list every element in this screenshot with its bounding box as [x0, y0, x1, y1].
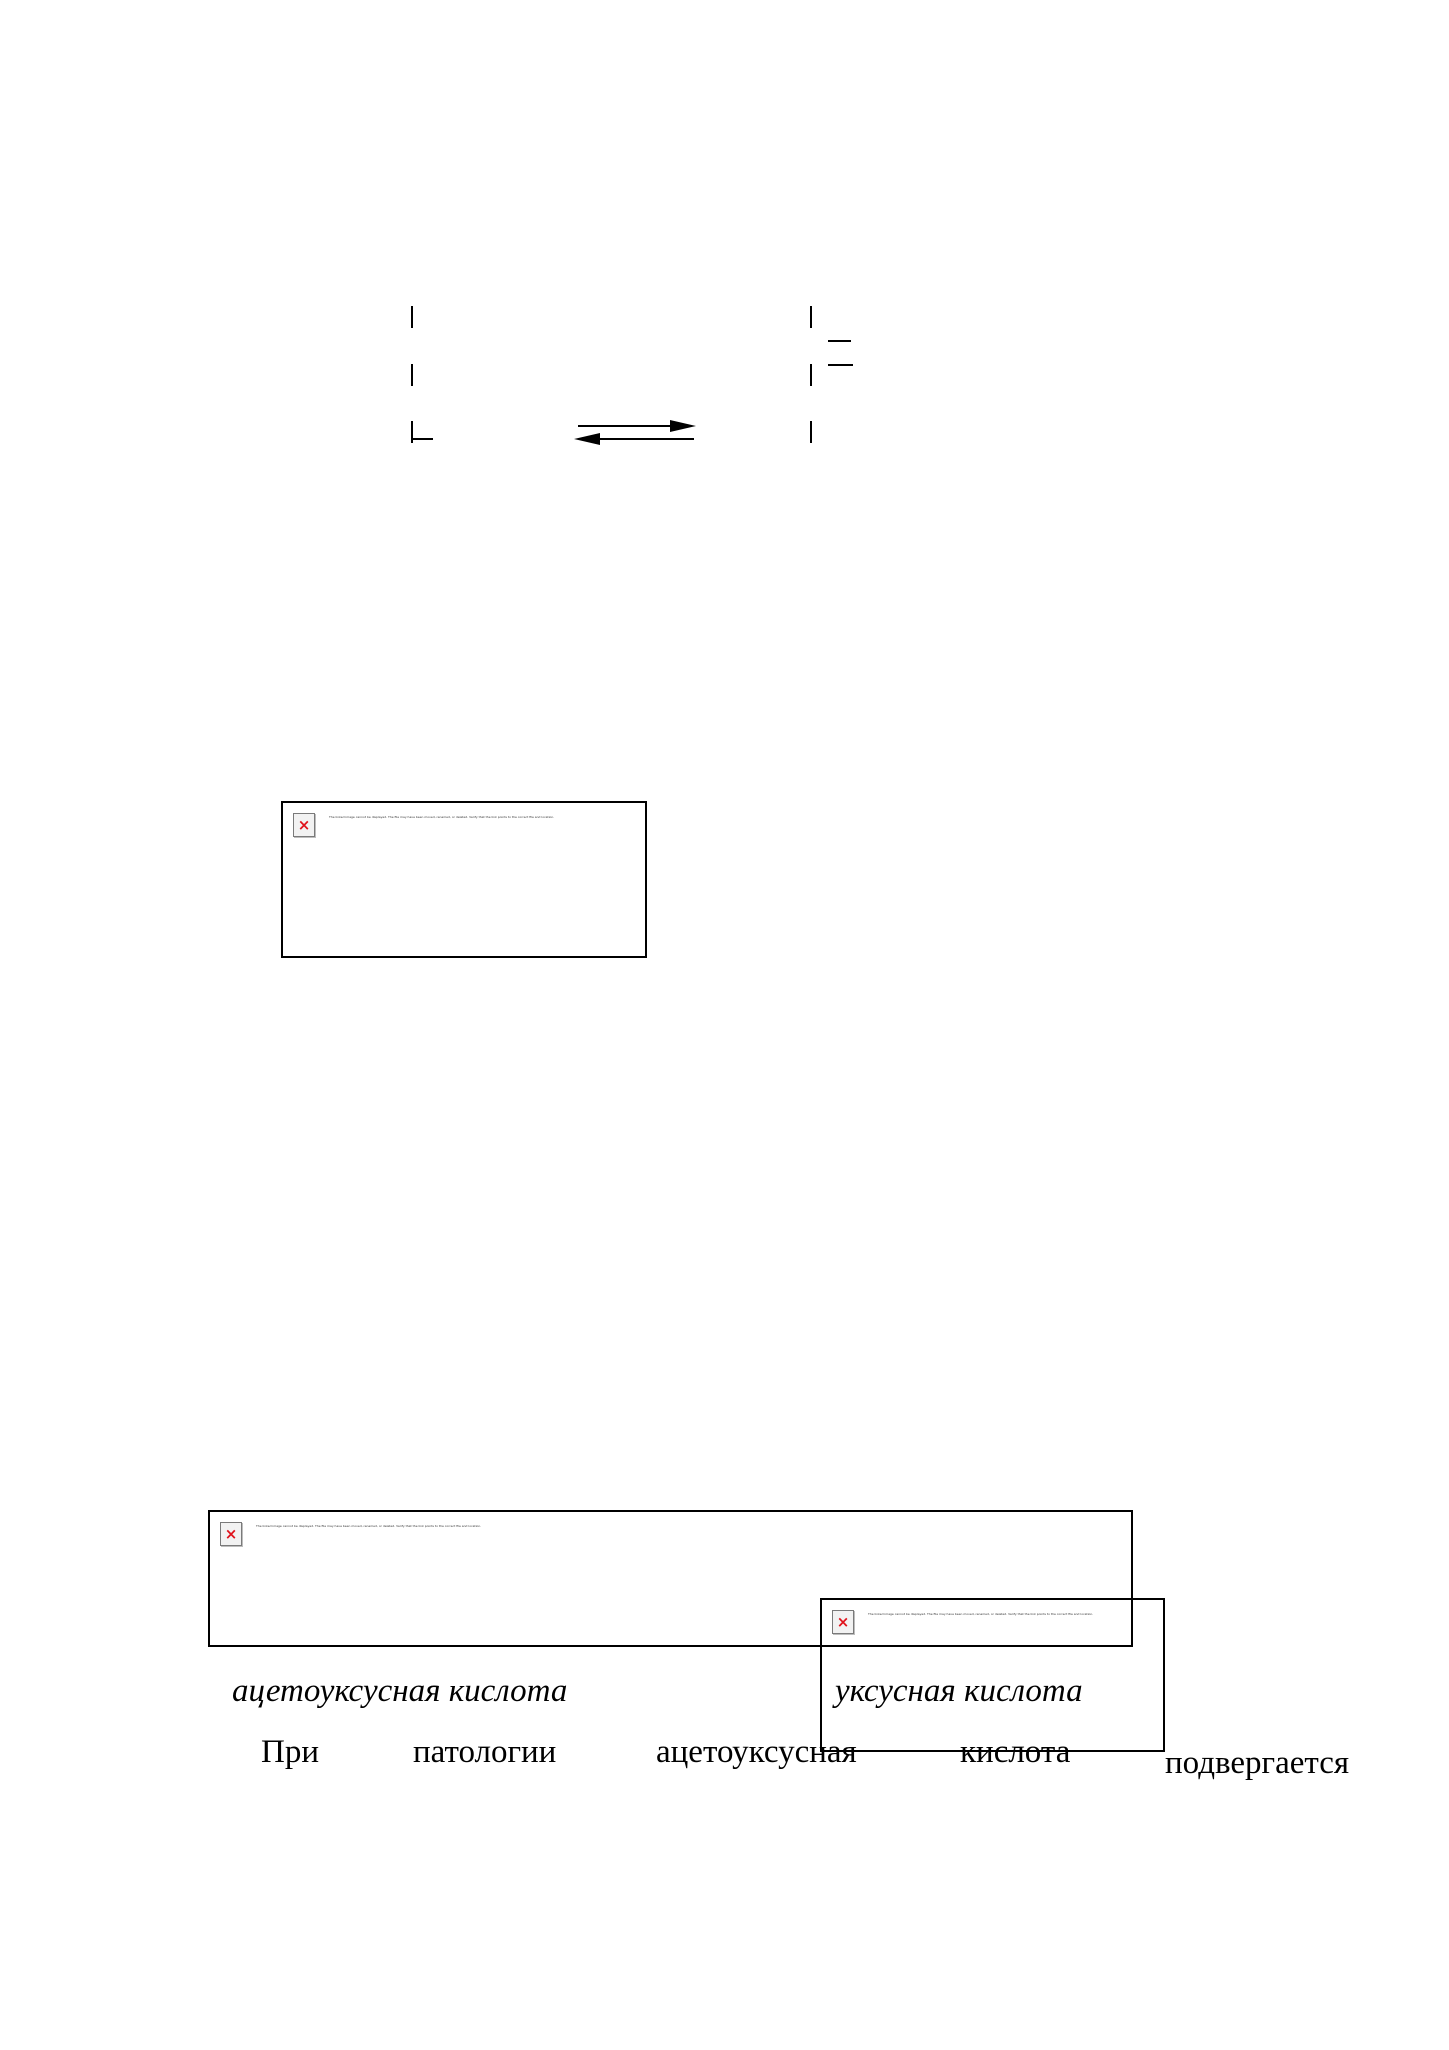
paragraph-word: ацетоуксусная	[656, 1734, 857, 1770]
broken-image-message: The linked image cannot be displayed. The file may have been moved, renamed, or deleted. Verify that the link points to the correct file and location.	[329, 815, 555, 819]
paragraph-word: подвергается	[1165, 1745, 1350, 1781]
broken-image-icon: ×	[832, 1610, 854, 1634]
bond-line-left-2	[411, 364, 413, 386]
broken-image-1	[281, 801, 647, 958]
paragraph-word: кислота	[960, 1734, 1071, 1770]
label-acetic-acid: уксусная кислота	[835, 1673, 1083, 1709]
double-bond-line-2	[828, 364, 853, 366]
bond-line-left-1	[411, 306, 413, 328]
equilibrium-arrows-icon	[570, 414, 700, 448]
label-acetoacetic-acid: ацетоуксусная кислота	[232, 1673, 568, 1709]
paragraph-word: При	[261, 1734, 319, 1770]
paragraph-word: патологии	[413, 1734, 557, 1770]
broken-image-icon: ×	[293, 813, 315, 837]
bond-line-right-1	[810, 306, 812, 328]
broken-image-icon: ×	[220, 1522, 242, 1546]
bond-line-right-3	[810, 421, 812, 443]
broken-image-message: The linked image cannot be displayed. The file may have been moved, renamed, or deleted. Verify that the link points to the correct file and location.	[256, 1524, 482, 1528]
broken-image-message: The linked image cannot be displayed. The file may have been moved, renamed, or deleted. Verify that the link points to the correct file and location.	[868, 1612, 1094, 1616]
bond-line-right-2	[810, 364, 812, 386]
bond-line-left-h	[411, 438, 433, 440]
double-bond-line-1	[828, 340, 851, 342]
